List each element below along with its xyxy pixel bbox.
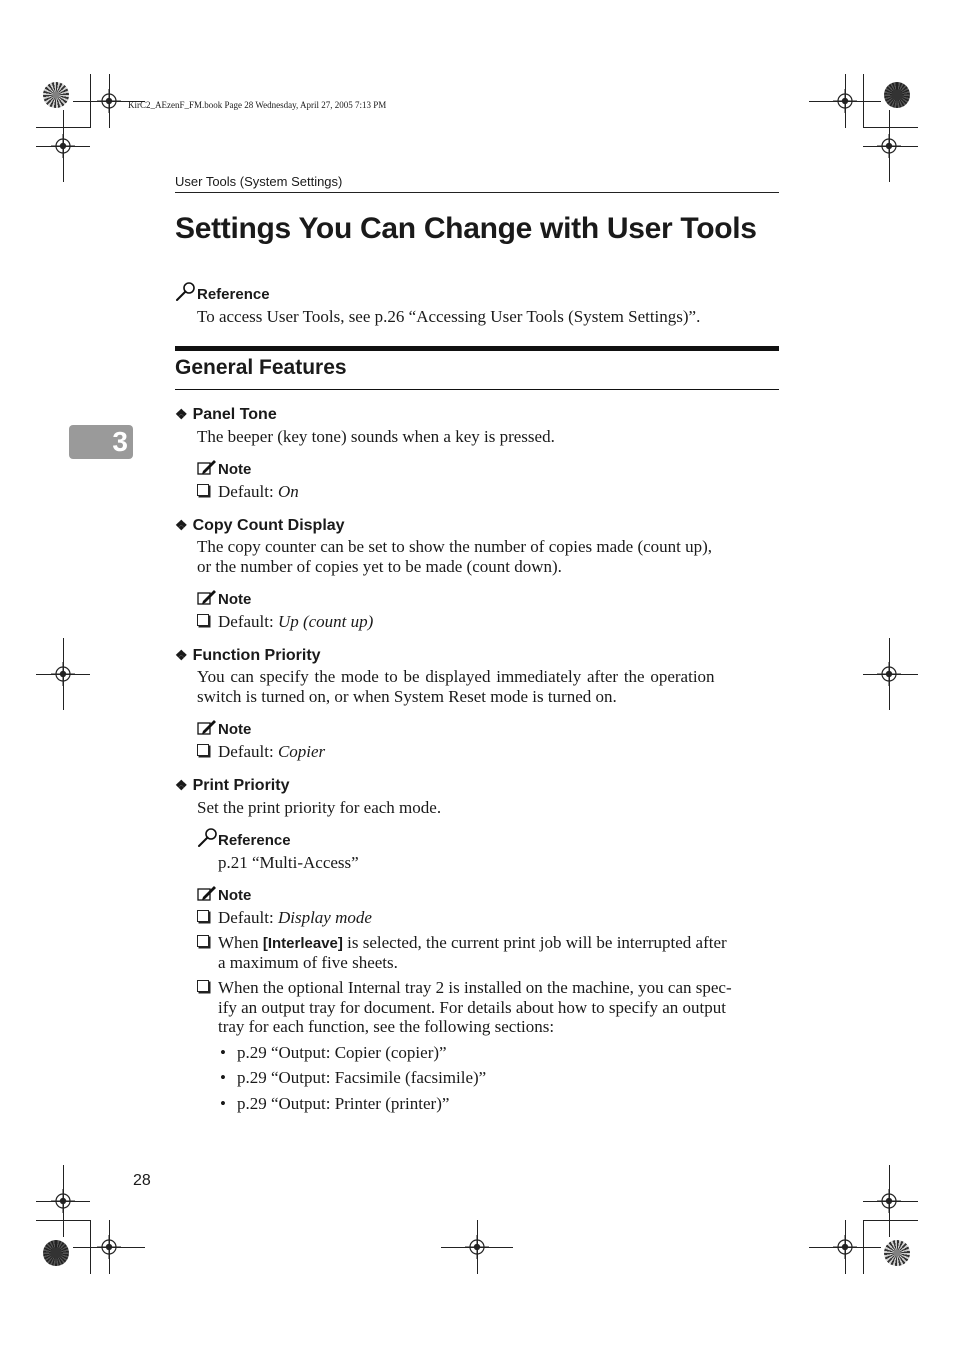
intro-reference-text: To access User Tools, see p.26 “Accessing User Tools (System Settings)”. [197,307,701,326]
registration-mark-icon [833,89,857,113]
note-text-continued: ify an output tray for document. For details about how to specify an output [218,998,727,1017]
note-pencil-icon [197,718,217,736]
registration-mark-icon [877,662,901,686]
feature-title: Print Priority [192,777,290,794]
bullet-dot-icon: • [220,1068,226,1087]
reference-magnifier-icon [175,281,197,301]
default-prefix: Default: [218,482,278,501]
feature-function-priority [175,647,321,665]
diamond-bullet-icon: ❖ [175,406,188,422]
feature-description-line: or the number of copies yet to be made (count down). [197,557,562,576]
feature-description-line: switch is turned on, or when System Reset mode is turned on. [197,687,617,706]
note-label: Note [218,721,252,738]
reference-label: Reference [218,832,291,849]
section-link-item[interactable] [220,1043,447,1063]
feature-description-line: You can specify the mode to be displayed immediately after the operation [197,667,715,686]
note-pencil-icon [197,884,217,902]
interleave-key-label: [Interleave] [262,935,343,952]
section-top-rule [175,346,779,351]
checkbox-bullet-icon [197,484,209,496]
bullet-dot-icon: • [220,1043,226,1062]
note-item [197,742,325,762]
registration-mark-icon [51,134,75,158]
registration-mark-icon [877,134,901,158]
note-label: Note [218,887,252,904]
section-heading: General Features [175,356,347,379]
feature-copy-count-display [175,517,345,535]
print-job-info: KirC2_AEzenF_FM.book Page 28 Wednesday, April 27, 2005 7:13 PM [128,100,387,110]
section-link-item[interactable] [220,1068,486,1088]
header-rule [175,192,779,193]
checkbox-bullet-icon [197,980,209,992]
color-wheel-icon [884,1240,910,1266]
note-text-continued: a maximum of five sheets. [218,953,398,972]
default-prefix: Default: [218,612,278,631]
diamond-bullet-icon: ❖ [175,777,188,793]
registration-mark-icon [97,89,121,113]
note-item [197,612,373,632]
note-text: When [218,933,263,952]
note-text: When the optional Internal tray 2 is installed on the machine, you can spec- [218,978,732,997]
checkbox-bullet-icon [197,935,209,947]
chapter-tab: 3 [69,425,133,459]
section-bottom-rule [175,389,779,390]
registration-mark-icon [97,1235,121,1259]
registration-mark-icon [465,1235,489,1259]
color-wheel-icon [43,1240,69,1266]
note-item-interleave [197,933,727,954]
section-link[interactable]: p.29 “Output: Facsimile (facsimile)” [236,1068,487,1087]
section-link[interactable]: p.29 “Output: Copier (copier)” [236,1043,447,1062]
section-link-item[interactable] [220,1094,449,1114]
checkbox-bullet-icon [197,614,209,626]
note-text-continued: tray for each function, see the following sections: [218,1017,555,1036]
note-item [197,482,299,502]
checkbox-bullet-icon [197,744,209,756]
note-text: is selected, the current print job will be interrupted after [342,933,727,952]
feature-title: Copy Count Display [192,517,345,534]
note-label: Note [218,591,252,608]
feature-description: The beeper (key tone) sounds when a key is pressed. [197,427,555,446]
feature-panel-tone [175,406,277,424]
registration-mark-icon [51,662,75,686]
note-pencil-icon [197,588,217,606]
page-title: Settings You Can Change with User Tools [175,212,757,245]
bullet-dot-icon: • [220,1094,226,1113]
default-prefix: Default: [218,742,278,761]
diamond-bullet-icon: ❖ [175,517,188,533]
feature-description: Set the print priority for each mode. [197,798,442,817]
feature-print-priority [175,777,289,795]
feature-title: Function Priority [192,647,321,664]
default-prefix: Default: [218,908,278,927]
default-value: On [277,482,299,501]
registration-mark-icon [51,1189,75,1213]
registration-mark-icon [877,1189,901,1213]
default-value: Up (count up) [277,612,374,631]
note-label: Note [218,461,252,478]
checkbox-bullet-icon [197,910,209,922]
page-number: 28 [133,1172,151,1189]
note-item-tray [197,978,732,998]
note-pencil-icon [197,458,217,476]
color-wheel-icon [43,82,69,108]
reference-link[interactable]: p.21 “Multi-Access” [218,853,359,872]
feature-title: Panel Tone [192,406,277,423]
reference-magnifier-icon [197,827,219,847]
section-link[interactable]: p.29 “Output: Printer (printer)” [236,1094,450,1113]
color-wheel-icon [884,82,910,108]
running-head: User Tools (System Settings) [175,174,343,189]
registration-mark-icon [833,1235,857,1259]
note-item [197,908,372,928]
default-value: Copier [277,742,326,761]
default-value: Display mode [277,908,372,927]
feature-description-line: The copy counter can be set to show the number of copies made (count up), [197,537,713,556]
reference-label: Reference [197,286,270,303]
diamond-bullet-icon: ❖ [175,647,188,663]
